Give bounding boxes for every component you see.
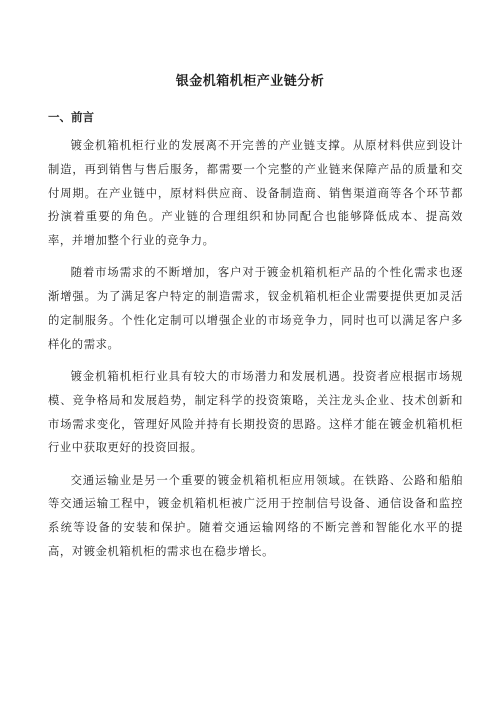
paragraph-4: 交通运输业是另一个重要的镀金机箱机柜应用领域。在铁路、公路和船舶等交通运输工程中，镀金机箱机柜被广泛用于控制信号设备、通信设备和监控系统等设备的安装和保护。随着交通运输网络的不断完善和智能化水平的提高，对镀金机箱机柜的需求也在稳步增长。 [48,473,463,558]
section-heading: 一、前言 [48,110,94,124]
paragraph-2: 随着市场需求的不断增加，客户对于镀金机箱机柜产品的个性化需求也逐渐增强。为了满足客户特定的制造需求，钗金机箱机柜企业需要提供更加灵活的定制服务。个性化定制可以增强企业的市场竞争力，同时也可以满足客户多样化的需求。 [48,266,463,351]
body-text [48,134,463,572]
paragraph-3: 镀金机箱机柜行业具有较大的市场潜力和发展机遇。投资者应根据市场规模、竞争格局和发展趋势，制定科学的投资策略，关注龙头企业、技术创新和市场需求变化，管理好风险并持有长期投资的思路。这样才能在镀金机箱机柜行业中获取更好的投资回报。 [48,369,463,455]
document-title: 银金机箱机柜产业链分析 [175,74,325,89]
paragraph-1: 镀金机箱机柜行业的发展离不开完善的产业链支撑。从原材料供应到设计制造，再到销售与售后服务，都需要一个完整的产业链来保障产品的质量和交付周期。在产业链中，原材料供应商、设备制造商、销售渠道商等各个环节都扮演着重要的角色。产业链的合理组织和协同配合也能够降低成本、提高效率，并增加整个行业的竞争力。 [48,139,463,248]
